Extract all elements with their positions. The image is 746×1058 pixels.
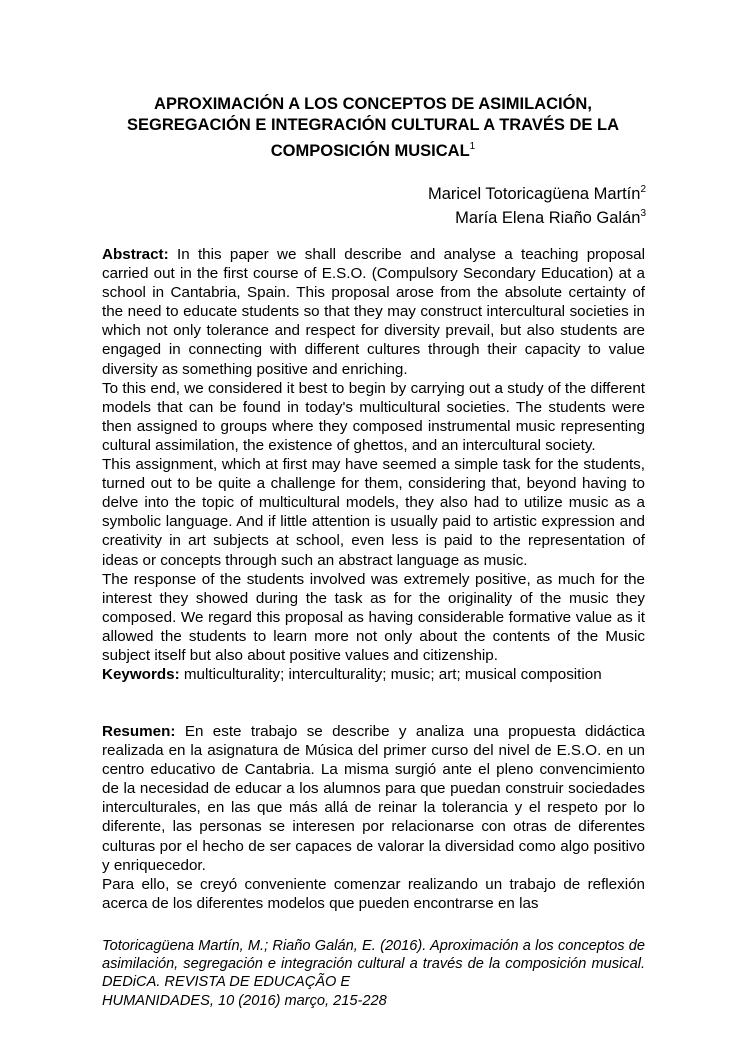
abstract-paragraph-1 bbox=[102, 245, 645, 379]
author-2-name: María Elena Riaño Galán bbox=[455, 209, 641, 227]
keywords-label: Keywords: bbox=[102, 666, 180, 684]
abstract-section bbox=[102, 245, 645, 684]
keywords-text: multiculturality; interculturality; music; art; musical composition bbox=[179, 666, 602, 684]
resumen-section bbox=[102, 722, 645, 913]
resumen-paragraph-2: Para ello, se creyó conveniente comenzar realizando un trabajo de reflexión acerca de los diferentes modelos que pueden encontrarse en las bbox=[102, 875, 645, 912]
abstract-text-1: In this paper we shall describe and analyse a teaching proposal carried out in the first course of E.S.O. (Compulsory Secondary Education) at a school in Cantabria, Spain. This proposal arose from the absolute certainty of the need to educate students so that they may construct intercultural societies in which not only tolerance and respect for diversity prevail, but also students are engaged in connecting with different cultures through their capacity to value diversity as something positive and enriching. bbox=[102, 246, 645, 378]
keywords-line bbox=[102, 665, 645, 684]
citation-text: Totoricagüena Martín, M.; Riaño Galán, E. (2016). Aproximación a los conceptos de asimilación, segregación e integración cultural a través de la composición musical. DEDiCA. REVISTA DE EDUCAÇÃO E bbox=[102, 938, 645, 991]
resumen-label: Resumen: bbox=[102, 723, 176, 740]
title-line-2: SEGREGACIÓN E INTEGRACIÓN CULTURAL A TRAVÉS DE LA bbox=[127, 116, 619, 134]
title-footnote-marker[interactable]: 1 bbox=[469, 141, 476, 152]
abstract-paragraph-3: This assignment, which at first may have seemed a simple task for the students, turned out to be quite a challenge for them, considering that, beyond having to delve into the topic of multicultural models, they also had to utilize music as a symbolic language. And if little attention is usually paid to artistic expression and creativity in art subjects at school, even less is paid to the representation of ideas or concepts through such an abstract language as music. bbox=[102, 456, 645, 569]
paper-title bbox=[100, 94, 646, 162]
citation-footer bbox=[102, 937, 645, 1010]
author-1-name: Maricel Totoricagüena Martín bbox=[427, 185, 641, 203]
author-2-footnote-marker[interactable]: 3 bbox=[640, 208, 646, 219]
abstract-label: Abstract: bbox=[102, 246, 169, 263]
title-line-3 bbox=[100, 136, 646, 162]
author-list bbox=[428, 180, 646, 228]
title-line-1: APROXIMACIÓN A LOS CONCEPTOS DE ASIMILACIÓN, bbox=[154, 95, 592, 113]
author-2 bbox=[428, 204, 646, 228]
citation-last-line: HUMANIDADES, 10 (2016) março, 215-228 bbox=[102, 992, 387, 1009]
author-1 bbox=[428, 180, 646, 204]
resumen-text-1: En este trabajo se describe y analiza una propuesta didáctica realizada en la asignatura de Música del primer curso del nivel de E.S.O. en un centro educativo de Cantabria. La misma surgió ante el pleno convencimiento de la necesidad de educar a los alumnos para que puedan construir sociedades interculturales, en las que más allá de reinar la tolerancia y el respeto por lo diferente, las personas se interesen por relacionarse con otras de diferentes culturas por el hecho de ser capaces de valorar la diversidad como algo positivo y enriquecedor. bbox=[102, 723, 645, 874]
resumen-paragraph-1 bbox=[102, 722, 645, 875]
title-line-3-text: COMPOSICIÓN MUSICAL bbox=[270, 142, 470, 160]
abstract-paragraph-2: To this end, we considered it best to begin by carrying out a study of the different models that can be found in today's multicultural societies. The students were then assigned to groups where they composed instrumental music representing cultural assimilation, the existence of ghettos, and an intercultural society. bbox=[102, 379, 645, 454]
abstract-paragraph-4: The response of the students involved was extremely positive, as much for the interest they showed during the task as for the originality of the music they composed. We regard this proposal as having considerable formative value as it allowed the students to learn more not only about the contents of the Music subject itself but also about positive values and citizenship. bbox=[102, 570, 645, 664]
author-1-footnote-marker[interactable]: 2 bbox=[640, 184, 646, 195]
